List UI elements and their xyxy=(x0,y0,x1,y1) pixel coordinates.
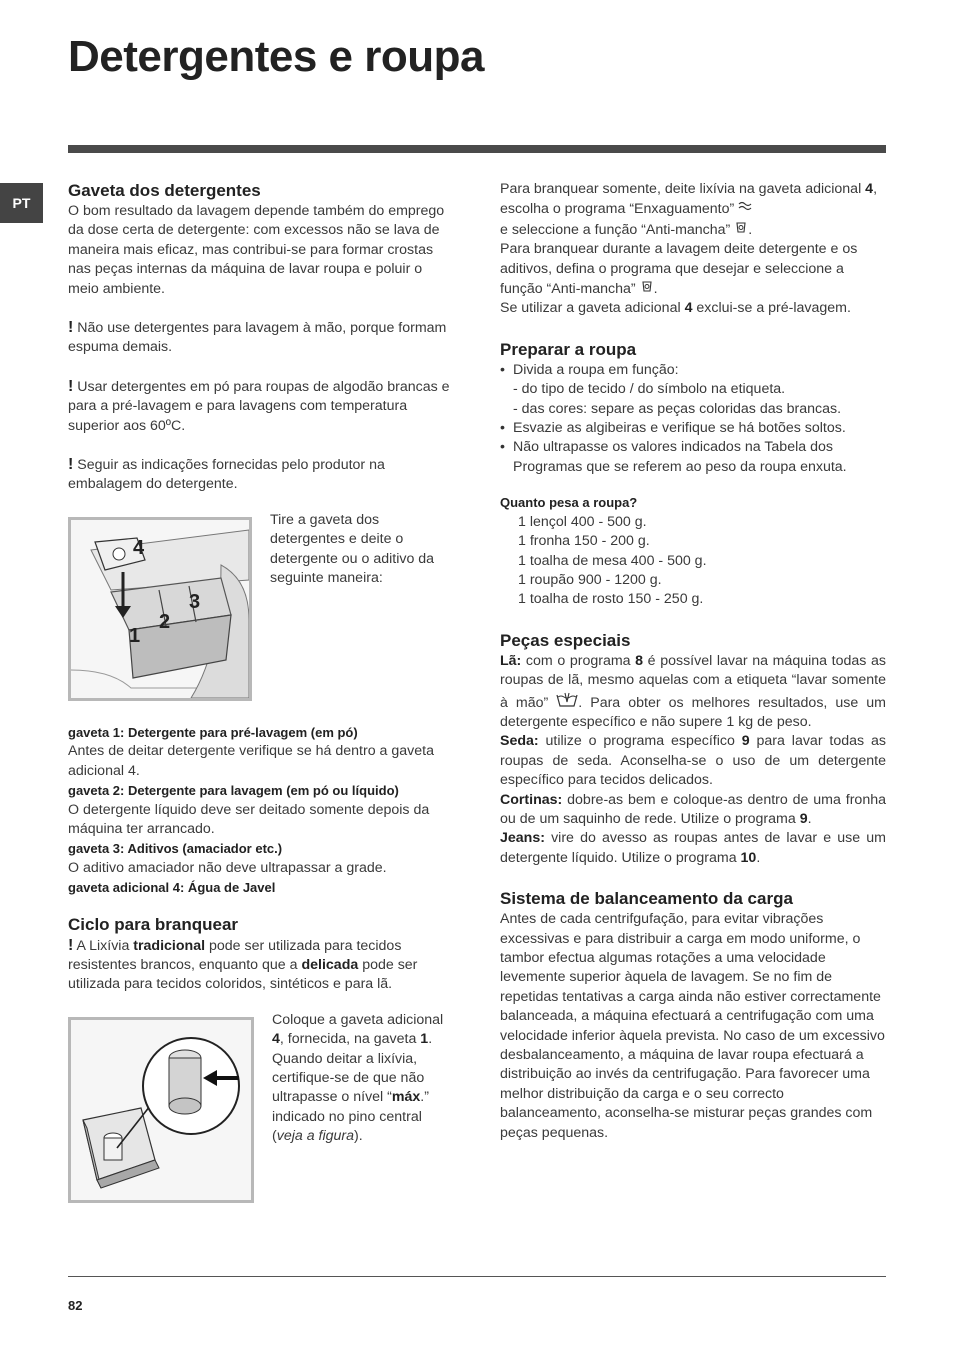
gaveta-2-text: O detergente líquido deve ser deitado somente depois da máquina ter arrancado. xyxy=(68,801,430,837)
gaveta-3-text: O aditivo amaciador não deve ultrapassar a grade. xyxy=(68,859,387,876)
cap-italic: veja a figura xyxy=(276,1128,355,1145)
warning-1 xyxy=(68,318,454,358)
page-title: Detergentes e roupa xyxy=(68,32,484,81)
list-item: • Esvazie as algibeiras e verifique se há botões soltos. xyxy=(500,419,886,438)
drawer-caption: Tire a gaveta dos detergentes e deite o detergente ou o aditivo da seguinte maneira: xyxy=(270,511,435,587)
jeans-t2: . xyxy=(756,849,761,866)
branquear-l3: Para branquear durante a lavagem deite detergente e os aditivos, defina o programa que desejar e seleccione a função “Anti-mancha” . xyxy=(500,241,858,298)
cap1: Coloque a gaveta adicional xyxy=(272,1011,444,1028)
especiais-cortinas xyxy=(500,791,886,830)
la-label: Lã: xyxy=(500,652,522,669)
drawer-figure xyxy=(68,517,252,701)
anti-stain-icon xyxy=(640,281,654,296)
jeans-t1: vire do avesso as roupas antes de lavar e use um detergente líquido. Utilize o programa xyxy=(500,830,886,866)
preparar-b1s1: - do tipo de tecido / do símbolo na etiqueta. xyxy=(513,381,786,398)
ciclo-t1: A Lixívia xyxy=(76,937,134,954)
seda-t2: para lavar todas as roupas de seda. Aconselha-se o uso de um detergente específico para tecidos delicados. xyxy=(500,733,886,789)
sistema-text: Antes de cada centrifgufação, para evitar vibrações excessivas e para distribuir a carga em modo uniforme, o tambor efectua algumas rotações a uma velocidade levemente superior àquela de lavagem. Se no fim de repetidas tentativas a carga ainda não estiver correctamente balanceada, a máquina efectuará a centrifugação com uma velocidade inferior àquela prevista. No caso de um excessivo desbalanceamento, a máquina de lavar roupa efectuará a distribuição ao invés da centrifugação. Para favorecer uma melhor distribuição da carga e o seu correcto balanceamento, aconselha-se misturar peças grandes com peças pequenas. xyxy=(500,911,885,1141)
preparar-b1s2: - das cores: separe as peças coloridas das brancas. xyxy=(513,400,842,417)
branquear-l1b: 4 xyxy=(865,181,874,197)
gaveta-4-label: gaveta adicional 4: Água de Javel xyxy=(68,880,276,896)
branquear-l1a: Para branquear somente, deite lixívia na gaveta adicional xyxy=(500,181,866,197)
gaveta-2-label: gaveta 2: Detergente para lavagem (em pó ou líquido) xyxy=(68,783,399,799)
cortinas-t1: dobre-as bem e coloque-as dentro de uma fronha ou de um saquinho de rede. Utilize o programa xyxy=(500,791,886,827)
gaveta-intro: O bom resultado da lavagem depende também do emprego da dose certa de detergente: com excessos não se lava de maneira mais eficaz, mas contribui-se para formar crostas nas peças internas da máquina de lavar roupa e poluir o meio ambiente. xyxy=(68,203,445,297)
gaveta-3-label: gaveta 3: Aditivos (amaciador etc.) xyxy=(68,841,283,857)
seda-num: 9 xyxy=(741,733,750,750)
cap5: ). xyxy=(354,1128,363,1145)
list-item xyxy=(500,361,886,419)
cortinas-t2: . xyxy=(807,810,812,827)
warning-2 xyxy=(68,377,454,436)
gaveta-heading: Gaveta dos detergentes xyxy=(68,181,261,200)
drawer-label-2: 2 xyxy=(159,610,171,633)
seda-t1: utilize o programa específico xyxy=(538,733,742,750)
branquear-l1c: , escolha o programa “Enxaguamento” xyxy=(500,181,878,218)
gaveta-1-label: gaveta 1: Detergente para pré-lavagem (em pó) xyxy=(68,724,358,740)
warning-mark: ! xyxy=(68,456,74,474)
ciclo-text xyxy=(68,936,454,995)
gaveta-1-text: Antes de deitar detergente verifique se há dentro a gaveta adicional 4. xyxy=(68,743,434,779)
warning-2-text: Usar detergentes em pó para roupas de algodão brancas e para a pré-lavagem e para lavagens com temperatura superior aos 60ºC. xyxy=(68,378,450,434)
branquear-l1 xyxy=(500,180,886,220)
cap-b2: 1 xyxy=(420,1031,429,1048)
cap-b1: 4 xyxy=(272,1031,280,1048)
peso-item: 1 fronha 150 - 200 g. xyxy=(518,533,650,550)
especiais-la xyxy=(500,652,886,733)
ciclo-b1: tradicional xyxy=(133,937,206,954)
ciclo-b2: delicada xyxy=(301,956,359,973)
la-num: 8 xyxy=(635,652,644,669)
preparar-heading: Preparar a roupa xyxy=(500,339,637,359)
cortinas-num: 9 xyxy=(799,810,808,827)
warning-3 xyxy=(68,455,454,495)
especiais-seda xyxy=(500,732,886,790)
peso-list xyxy=(500,513,886,610)
anti-stain-icon xyxy=(734,222,748,237)
ciclo-t2: pode ser utilizada para tecidos resistentes brancos, enquanto que a xyxy=(68,937,402,973)
warning-1-text: Não use detergentes para lavagem à mão, porque formam espuma demais. xyxy=(68,320,447,356)
peso-item: 1 toalha de rosto 150 - 250 g. xyxy=(518,591,704,608)
language-tab: PT xyxy=(0,183,43,223)
branquear-l4c: exclui-se a pré-lavagem. xyxy=(692,300,851,317)
especiais-jeans xyxy=(500,829,886,868)
preparar-b1: Divida a roupa em função: xyxy=(513,361,679,378)
cap-b3: máx xyxy=(391,1089,421,1106)
jeans-num: 10 xyxy=(740,849,757,866)
peso-item: 1 toalha de mesa 400 - 500 g. xyxy=(518,552,707,569)
preparar-list xyxy=(500,361,886,477)
hand-wash-icon xyxy=(556,695,578,710)
bottom-divider xyxy=(68,1276,886,1277)
left-column xyxy=(68,180,454,1203)
drawer-label-1: 1 xyxy=(129,624,141,647)
branquear-l2-text: e seleccione a função “Anti-mancha” xyxy=(500,221,735,238)
drawer-label-4: 4 xyxy=(133,536,145,559)
drawer-label-3: 3 xyxy=(189,590,201,613)
list-item: • Não ultrapasse os valores indicados na Tabela dos Programas que se referem ao peso da roupa enxuta. xyxy=(500,438,886,477)
sistema-heading: Sistema de balanceamento da carga xyxy=(500,889,793,909)
page-number: 82 xyxy=(68,1298,83,1313)
la-t2: é possível lavar na máquina todas as roupas de lã, mesmo aquelas com a etiqueta “lavar somente à mão” xyxy=(500,652,886,711)
branquear-l4b: 4 xyxy=(684,300,693,317)
peso-item: 1 roupão 900 - 1200 g. xyxy=(518,571,662,588)
top-divider xyxy=(68,145,886,153)
rinse-icon xyxy=(738,201,752,216)
cap4: .” indicado no pino central ( xyxy=(272,1089,429,1145)
branquear-l2: e seleccione a função “Anti-mancha” . xyxy=(500,221,753,238)
cap2: , fornecida, na gaveta xyxy=(279,1031,421,1048)
branquear-l4 xyxy=(500,299,886,318)
right-column xyxy=(500,180,886,1143)
peso-heading: Quanto pesa a roupa? xyxy=(500,495,638,511)
ciclo-t3: pode ser utilizada para tecidos coloridos, sintéticos e para lã. xyxy=(68,956,418,993)
warning-mark: ! xyxy=(68,377,74,395)
peso-item: 1 lençol 400 - 500 g. xyxy=(518,513,647,530)
jeans-label: Jeans: xyxy=(500,830,545,847)
cap3: . Quando deitar a lixívia, certifique-se de que não ultrapasse o nível “ xyxy=(272,1031,433,1106)
bleach-caption xyxy=(272,1011,454,1147)
cortinas-label: Cortinas: xyxy=(500,791,563,808)
warning-mark: ! xyxy=(68,319,74,337)
ciclo-heading: Ciclo para branquear xyxy=(68,914,239,934)
especiais-heading: Peças especiais xyxy=(500,630,631,650)
la-t1: com o programa xyxy=(521,652,636,669)
la-t3: . Para obter os melhores resultados, use um detergente específico e não supere 1 kg de peso. xyxy=(500,694,886,730)
seda-label: Seda: xyxy=(500,733,539,750)
branquear-l4a: Se utilizar a gaveta adicional xyxy=(500,300,685,317)
warning-mark: ! xyxy=(68,936,74,954)
bleach-pin-figure xyxy=(68,1017,254,1203)
branquear-l3-text: Para branquear durante a lavagem deite detergente e os aditivos, defina o programa que desejar e seleccione a função “Anti-mancha” xyxy=(500,241,858,298)
warning-3-text: Seguir as indicações fornecidas pelo produtor na embalagem do detergente. xyxy=(68,457,385,493)
